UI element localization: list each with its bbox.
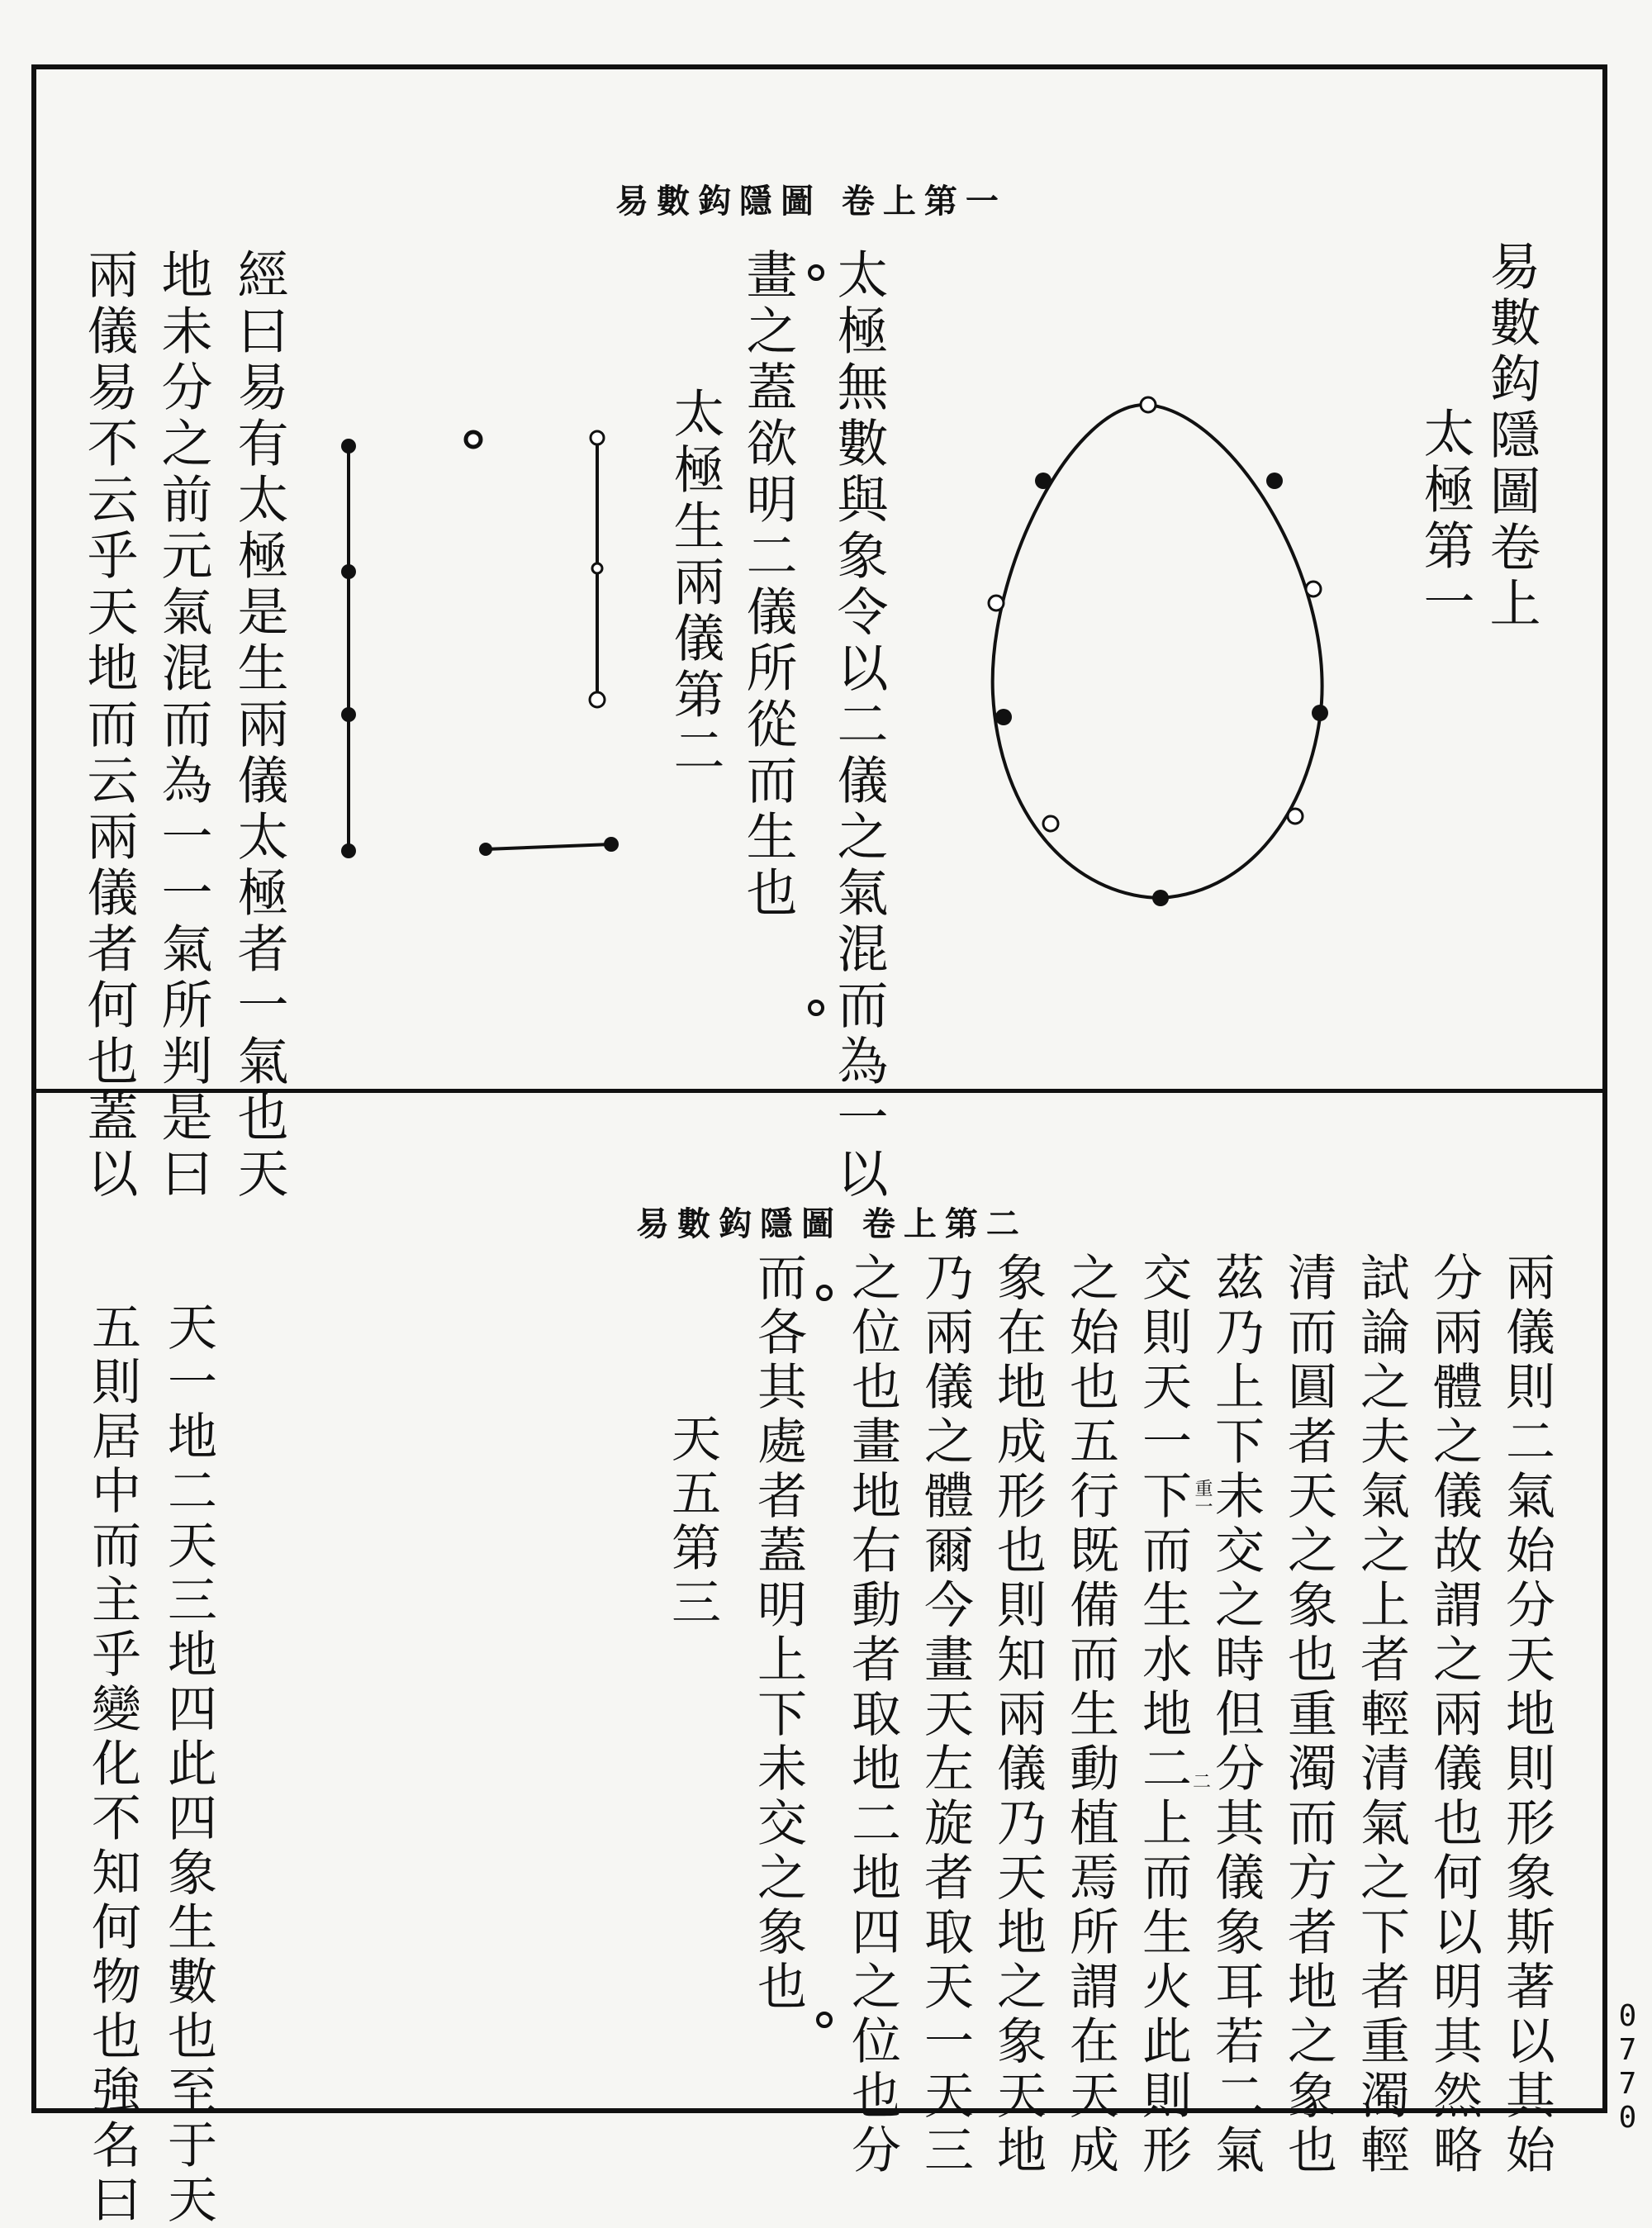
- text-column: 分兩體之儀故謂之兩儀也何以明其然略: [1425, 1252, 1483, 2178]
- text-column: 乃兩儀之體爾今畫天左旋者取天一天三: [916, 1252, 974, 2178]
- text-column: 之始也五行既備而生動植焉所謂在天成: [1061, 1252, 1119, 2178]
- text-column: 太極無數與象令以二儀之氣混而為一以: [828, 248, 889, 1203]
- bottom-header: 易數鈎隱圖 卷上第二: [636, 1204, 1028, 1243]
- yin-dot: [590, 692, 605, 707]
- yang-dot: [341, 439, 356, 454]
- text-column: 清而圓者天之象也重濁而方者地之象也: [1279, 1252, 1337, 2178]
- circle-mark: [808, 264, 824, 281]
- text-column: 試論之夫氣之上者輕清氣之下者重濁輕: [1352, 1252, 1410, 2178]
- section-title: 天五第三: [663, 1413, 721, 1631]
- ring-dot: [1141, 397, 1156, 412]
- yin-dot: [591, 431, 604, 444]
- page-number: 0770: [1611, 1999, 1645, 2135]
- book-title: 易數鈎隱圖卷上: [1481, 240, 1541, 633]
- yang-dot: [341, 843, 356, 858]
- circle-mark: [816, 1285, 833, 1301]
- text-column: 天一地二天三地四此四象生數也至于天: [159, 1301, 217, 2228]
- margin-note: 重一: [1192, 1479, 1213, 1515]
- taiji-diagram: [983, 388, 1346, 917]
- ring-dot: [1312, 705, 1328, 721]
- text-column: 象在地成形也則知兩儀乃天地之象天地: [989, 1252, 1047, 2178]
- center-dot: [466, 432, 481, 447]
- yang-dot: [341, 707, 356, 722]
- top-header: 易數鈎隱圖 卷上第一: [615, 182, 1007, 221]
- ring-dot: [995, 709, 1012, 725]
- ring-dot: [1306, 582, 1321, 596]
- ring-dot: [1035, 473, 1051, 489]
- text-column: 畫之蓋欲明二儀所從而生也: [738, 248, 798, 922]
- section-title: 太極生兩儀第二: [665, 387, 725, 780]
- circle-mark: [808, 1000, 824, 1016]
- ring-dot: [989, 596, 1004, 610]
- text-column: 茲乃上下未交之時但分其儀象耳若二氣: [1207, 1252, 1265, 2178]
- text-column: 五則居中而主乎變化不知何物也強名曰: [83, 1301, 141, 2228]
- base-dot: [604, 837, 619, 852]
- text-column: 而各其處者蓋明上下未交之象也: [749, 1252, 807, 2015]
- chapter-title: 太極第一: [1415, 406, 1475, 631]
- liangyi-diagram: [322, 413, 636, 876]
- base-dot: [479, 843, 492, 856]
- yang-dot: [341, 564, 356, 579]
- ring-dot: [1288, 809, 1303, 824]
- text-column: 兩儀則二氣始分天地則形象斯著以其始: [1498, 1252, 1555, 2178]
- text-column: 經曰易有太極是生兩儀太極者一氣也天: [229, 248, 289, 1203]
- text-column: 地未分之前元氣混而為一一氣所判是曰: [153, 248, 213, 1203]
- ring-dot: [1152, 890, 1169, 906]
- text-column: 之位也畫地右動者取地二地四之位也分: [843, 1252, 901, 2178]
- margin-note: 二: [1193, 1772, 1212, 1793]
- yin-dot: [592, 563, 602, 573]
- ring-dot: [1266, 473, 1283, 489]
- circle-mark: [816, 2012, 833, 2028]
- text-column: 兩儀易不云乎天地而云兩儀者何也蓋以: [78, 248, 139, 1203]
- ring-dot: [1043, 816, 1058, 831]
- text-column: 交則天一下而生水地二上而生火此則形: [1134, 1252, 1192, 2178]
